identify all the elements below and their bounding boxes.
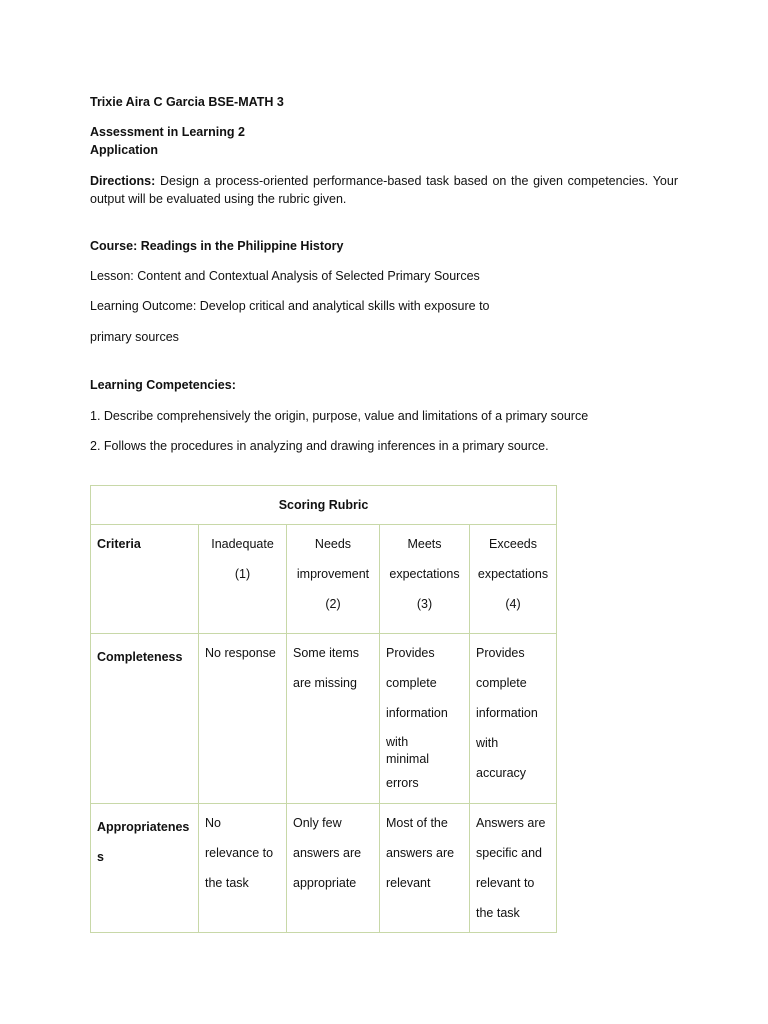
cell-text: minimal (386, 752, 430, 766)
rubric-cell (380, 634, 470, 804)
subject-title: Assessment in Learning 2 (90, 125, 245, 139)
cell-text: answers are (293, 846, 362, 860)
cell-text: information (386, 706, 448, 720)
rubric-cell (287, 804, 380, 933)
cell-text: Answers are (476, 816, 546, 830)
cell-text: accuracy (476, 766, 527, 780)
rubric-cell (470, 634, 557, 804)
author-line: Trixie Aira C Garcia BSE-MATH 3 (90, 95, 284, 109)
header-needs-improvement (287, 525, 380, 634)
cell-text: Only few (293, 816, 342, 830)
criterion-label: Appropriatenes s (97, 820, 190, 864)
cell-text: relevance to (205, 846, 274, 860)
header-label: Inadequate (211, 537, 274, 551)
directions-text: Design a process-oriented performance-based task based on the given competencies. Your output will be evaluated using the rubric given. (90, 174, 678, 206)
cell-text: are missing (293, 676, 357, 690)
cell-text: with (386, 735, 409, 749)
cell-text: appropriate (293, 876, 357, 890)
criterion-appropriateness (91, 804, 199, 933)
cell-text: relevant (386, 876, 431, 890)
directions-label: Directions: (90, 174, 156, 188)
competency-item-1: 1. Describe comprehensively the origin, purpose, value and limitations of a primary source (90, 409, 589, 423)
rubric-cell (199, 804, 287, 933)
header-criteria: Criteria (91, 525, 199, 634)
cell-text: Provides (476, 646, 525, 660)
cell-text: Provides (386, 646, 435, 660)
cell-text: Some items (293, 646, 359, 660)
rubric-row-appropriateness (91, 804, 557, 933)
header-label: improvement (296, 567, 370, 581)
header-label: expectations (477, 567, 549, 581)
rubric-row-completeness (91, 634, 557, 804)
competency-item-2: 2. Follows the procedures in analyzing and drawing inferences in a primary source. (90, 439, 549, 453)
learning-outcome-continuation: primary sources (90, 330, 179, 344)
competencies-heading: Learning Competencies: (90, 378, 236, 392)
cell-text: complete (386, 676, 437, 690)
header-inadequate (199, 525, 287, 634)
cell-text: the task (205, 876, 249, 890)
header-score: (3) (416, 597, 433, 611)
rubric-cell (470, 804, 557, 933)
cell-text: errors (386, 776, 419, 790)
rubric-cell (199, 634, 287, 804)
cell-text: Most of the (386, 816, 448, 830)
scoring-rubric-table (90, 485, 557, 933)
section-title: Application (90, 143, 159, 157)
cell-text: with (476, 736, 499, 750)
cell-text: No response (205, 646, 276, 660)
header-meets-expectations (380, 525, 470, 634)
cell-text: relevant to (476, 876, 535, 890)
lesson-line: Lesson: Content and Contextual Analysis of Selected Primary Sources (90, 269, 480, 283)
header-label: Meets (407, 537, 442, 551)
cell-text: No (205, 816, 221, 830)
header-label: Exceeds (489, 537, 537, 551)
header-score: (2) (325, 597, 341, 611)
rubric-title-row (91, 486, 557, 525)
header-label: expectations (389, 567, 460, 581)
cell-text: information (476, 706, 538, 720)
criterion-completeness: Completeness (91, 634, 199, 804)
course-line: Course: Readings in the Philippine History (90, 239, 344, 253)
cell-text: the task (476, 906, 520, 920)
cell-text: answers are (386, 846, 455, 860)
header-exceeds-expectations (470, 525, 557, 634)
directions-paragraph (90, 172, 678, 208)
learning-outcome-line: Learning Outcome: Develop critical and analytical skills with exposure to (90, 299, 490, 313)
rubric-title: Scoring Rubric (91, 486, 557, 525)
header-score: (4) (505, 597, 521, 611)
rubric-cell (287, 634, 380, 804)
rubric-cell (380, 804, 470, 933)
header-label: Needs (314, 537, 352, 551)
header-score: (1) (234, 567, 251, 581)
cell-text: specific and (476, 846, 543, 860)
rubric-header-row (91, 525, 557, 634)
cell-text: complete (476, 676, 527, 690)
